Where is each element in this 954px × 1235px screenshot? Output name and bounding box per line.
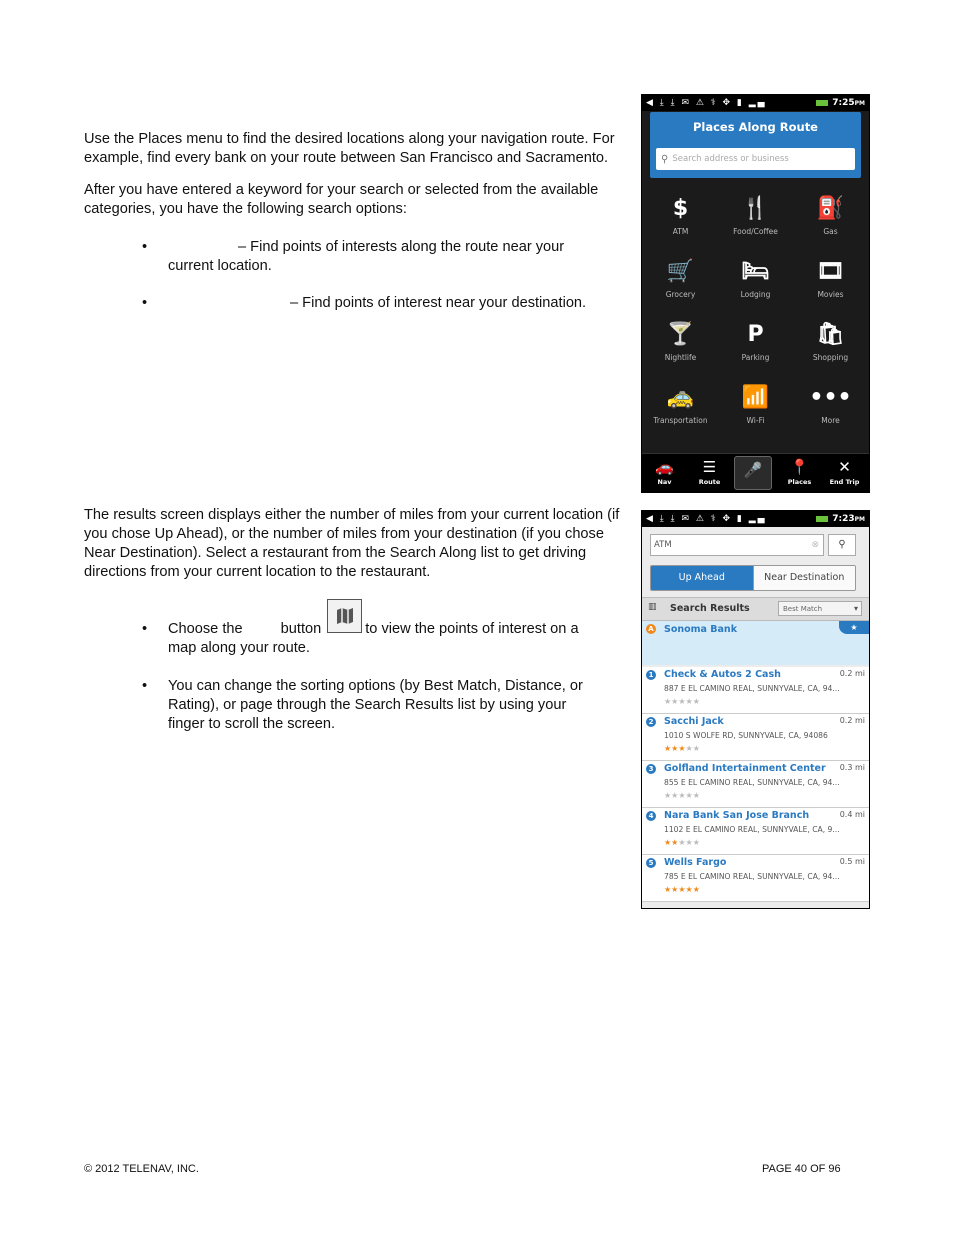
status-bar: ◀ ⤓ ⤓ ✉ ⚠ ⚕ ✥ ▮ ▂▄ 7:23PM bbox=[642, 511, 869, 527]
category-label: Lodging bbox=[740, 290, 771, 299]
result-distance: 0.3 mi bbox=[839, 763, 865, 772]
category-transportation[interactable] bbox=[643, 376, 718, 438]
category-shopping[interactable] bbox=[793, 313, 868, 375]
tab-route[interactable] bbox=[687, 454, 732, 492]
car-icon: 🚗 bbox=[655, 458, 674, 476]
battery-icon bbox=[816, 100, 828, 106]
search-input[interactable]: ⚲ Search address or business bbox=[656, 148, 855, 170]
near-destination-tab[interactable]: Near Destination bbox=[753, 566, 856, 590]
category-label: Movies bbox=[817, 290, 844, 299]
category-food-coffee[interactable] bbox=[718, 187, 793, 249]
star-icon: ★ bbox=[678, 885, 686, 894]
map-button-image bbox=[327, 599, 362, 633]
category-label: Transportation bbox=[653, 416, 708, 425]
places-screen bbox=[641, 94, 870, 493]
result-distance: 0.2 mi bbox=[839, 669, 865, 678]
result-name: Nara Bank San Jose Branch bbox=[664, 810, 810, 821]
category-icon: 🎞 bbox=[816, 259, 845, 284]
result-name: Wells Fargo bbox=[664, 857, 727, 868]
category-icon: 🛍 bbox=[816, 322, 845, 347]
result-distance: 0.5 mi bbox=[839, 857, 865, 866]
search-results-screen bbox=[641, 510, 870, 909]
star-icon: ★ bbox=[678, 697, 686, 706]
tab-label: End Trip bbox=[829, 478, 860, 486]
pin-icon: 📍 bbox=[790, 458, 809, 476]
category-lodging[interactable] bbox=[718, 250, 793, 312]
result-address: 855 E EL CAMINO REAL, SUNNYVALE, CA, 94... bbox=[664, 778, 840, 787]
category-movies[interactable] bbox=[793, 250, 868, 312]
category-atm[interactable] bbox=[643, 187, 718, 249]
category-icon: 🛏 bbox=[741, 259, 770, 284]
star-icon: ★ bbox=[685, 791, 693, 800]
star-icon: ★ bbox=[671, 791, 679, 800]
search-icon: ⚲ bbox=[661, 153, 669, 165]
category-parking[interactable] bbox=[718, 313, 793, 375]
footer-page-number: PAGE 40 OF 96 bbox=[762, 1163, 841, 1175]
star-icon: ★ bbox=[692, 791, 700, 800]
star-icon: ★ bbox=[671, 744, 679, 753]
result-name: Golfland Intertainment Center bbox=[664, 763, 826, 774]
result-row[interactable] bbox=[642, 808, 869, 855]
category-icon: 🛒 bbox=[666, 259, 695, 284]
result-distance: 0.2 mi bbox=[839, 716, 865, 725]
sponsored-result[interactable] bbox=[642, 621, 869, 665]
options-paragraph: After you have entered a keyword for your search or selected from the available categories, you have the following search options: bbox=[84, 182, 599, 217]
category-label: Parking bbox=[741, 353, 770, 362]
result-name: Sacchi Jack bbox=[664, 716, 724, 727]
result-number: 5 bbox=[646, 858, 656, 868]
category-label: ATM bbox=[672, 227, 689, 236]
results-body bbox=[642, 527, 869, 908]
clear-icon[interactable]: ⊗ bbox=[811, 540, 819, 550]
search-icon: ⚲ bbox=[838, 539, 846, 550]
category-label: More bbox=[821, 416, 840, 425]
rating-stars bbox=[664, 838, 700, 847]
status-bar: ◀ ⤓ ⤓ ✉ ⚠ ⚕ ✥ ▮ ▂▄ 7:25PM bbox=[642, 95, 869, 111]
category-label: Food/Coffee bbox=[733, 227, 778, 236]
category-label: Gas bbox=[823, 227, 838, 236]
star-icon: ★ bbox=[664, 885, 672, 894]
result-row[interactable] bbox=[642, 667, 869, 714]
result-address: 1010 S WOLFE RD, SUNNYVALE, CA, 94086 bbox=[664, 731, 828, 740]
status-icons: ◀ ⤓ ⤓ ✉ ⚠ ⚕ ✥ ▮ ▂▄ bbox=[646, 514, 767, 524]
screen-title: Places Along Route bbox=[692, 120, 818, 134]
category-wi-fi[interactable] bbox=[718, 376, 793, 438]
star-icon: ★ bbox=[671, 885, 679, 894]
star-icon: ★ bbox=[685, 744, 693, 753]
category-icon: $ bbox=[672, 196, 689, 221]
menu-icon: ☰ bbox=[702, 458, 717, 476]
search-button[interactable] bbox=[828, 534, 856, 556]
search-mode-toggle bbox=[650, 565, 856, 591]
category-icon: 🍴 bbox=[741, 196, 770, 221]
results-header bbox=[642, 597, 869, 621]
category-grocery[interactable] bbox=[643, 250, 718, 312]
star-icon: ★ bbox=[692, 697, 700, 706]
star-icon: ★ bbox=[664, 744, 672, 753]
map-icon[interactable]: ▥ bbox=[648, 602, 657, 612]
star-icon: ★ bbox=[839, 621, 869, 634]
search-input[interactable]: ATM ⊗ bbox=[650, 534, 824, 556]
rating-stars bbox=[664, 885, 700, 894]
rating-stars bbox=[664, 697, 700, 706]
result-address: 785 E EL CAMINO REAL, SUNNYVALE, CA, 94... bbox=[664, 872, 840, 881]
star-icon: ★ bbox=[692, 744, 700, 753]
result-number: 1 bbox=[646, 670, 656, 680]
rating-stars bbox=[664, 791, 700, 800]
star-icon: ★ bbox=[678, 838, 686, 847]
map-icon bbox=[334, 605, 356, 627]
result-row[interactable] bbox=[642, 761, 869, 808]
category-nightlife[interactable] bbox=[643, 313, 718, 375]
star-icon: ★ bbox=[692, 838, 700, 847]
bullet-up-ahead-text: – Find points of interests along the route near your current location. bbox=[168, 239, 565, 274]
category-icon: ⛽ bbox=[816, 196, 845, 221]
result-row[interactable] bbox=[642, 855, 869, 902]
bullet-near-destination-text: – Find points of interest near your destination. bbox=[290, 295, 587, 311]
tab-nav[interactable] bbox=[642, 454, 687, 492]
category-icon: 📶 bbox=[741, 385, 770, 410]
places-header bbox=[650, 112, 861, 178]
results-title: Search Results bbox=[670, 603, 750, 614]
close-icon: ✕ bbox=[838, 458, 851, 476]
category-icon: 🍸 bbox=[666, 322, 695, 347]
star-icon: ★ bbox=[685, 697, 693, 706]
result-distance: 0.4 mi bbox=[839, 810, 865, 819]
microphone-icon: 🎤 bbox=[743, 461, 763, 479]
sort-select[interactable]: Best Match ▾ bbox=[778, 601, 862, 616]
star-icon: ★ bbox=[664, 697, 672, 706]
chevron-down-icon: ▾ bbox=[853, 604, 858, 613]
category-icon: ••• bbox=[809, 385, 852, 410]
star-icon: ★ bbox=[664, 791, 672, 800]
category-gas[interactable] bbox=[793, 187, 868, 249]
results-paragraph: The results screen displays either the number of miles from your current location (if you chose Up Ahead), or the number of miles from your destination (if you chose Near Destination). Select a restaurant from the Search Along list to get driving directions from your current location to the restaurant. bbox=[84, 507, 620, 580]
category-label: Shopping bbox=[812, 353, 849, 362]
tab-label: Route bbox=[698, 478, 721, 486]
star-icon: ★ bbox=[664, 838, 672, 847]
star-icon: ★ bbox=[671, 697, 679, 706]
rating-stars bbox=[664, 744, 700, 753]
sponsored-badge: A bbox=[646, 624, 656, 634]
tab-voice[interactable] bbox=[734, 456, 772, 490]
star-icon: ★ bbox=[685, 838, 693, 847]
up-ahead-tab[interactable]: Up Ahead bbox=[651, 566, 753, 590]
tab-label: Nav bbox=[657, 478, 672, 486]
result-name: Check & Autos 2 Cash bbox=[664, 669, 781, 680]
battery-icon bbox=[816, 516, 828, 522]
category-more[interactable] bbox=[793, 376, 868, 438]
result-row[interactable] bbox=[642, 714, 869, 761]
bottom-tab-bar bbox=[642, 453, 869, 492]
result-number: 2 bbox=[646, 717, 656, 727]
footer-copyright: © 2012 TELENAV, INC. bbox=[84, 1163, 199, 1175]
tab-label: Places bbox=[787, 478, 812, 486]
result-number: 4 bbox=[646, 811, 656, 821]
result-address: 887 E EL CAMINO REAL, SUNNYVALE, CA, 94... bbox=[664, 684, 840, 693]
star-icon: ★ bbox=[671, 838, 679, 847]
result-name: Sonoma Bank bbox=[664, 624, 738, 635]
result-address: 1102 E EL CAMINO REAL, SUNNYVALE, CA, 9... bbox=[664, 825, 840, 834]
star-icon: ★ bbox=[692, 885, 700, 894]
star-icon: ★ bbox=[678, 791, 686, 800]
tab-places[interactable] bbox=[777, 454, 822, 492]
star-icon: ★ bbox=[678, 744, 686, 753]
category-label: Wi-Fi bbox=[746, 416, 765, 425]
result-number: 3 bbox=[646, 764, 656, 774]
category-icon: 🚕 bbox=[666, 385, 695, 410]
category-icon: P bbox=[747, 322, 764, 347]
status-icons: ◀ ⤓ ⤓ ✉ ⚠ ⚕ ✥ ▮ ▂▄ bbox=[646, 98, 767, 108]
category-label: Grocery bbox=[665, 290, 696, 299]
intro-paragraph: Use the Places menu to find the desired locations along your navigation route. For example, find every bank on your route between San Francisco and Sacramento. bbox=[84, 131, 615, 166]
category-label: Nightlife bbox=[664, 353, 697, 362]
star-icon: ★ bbox=[685, 885, 693, 894]
tab-end-trip[interactable] bbox=[822, 454, 867, 492]
